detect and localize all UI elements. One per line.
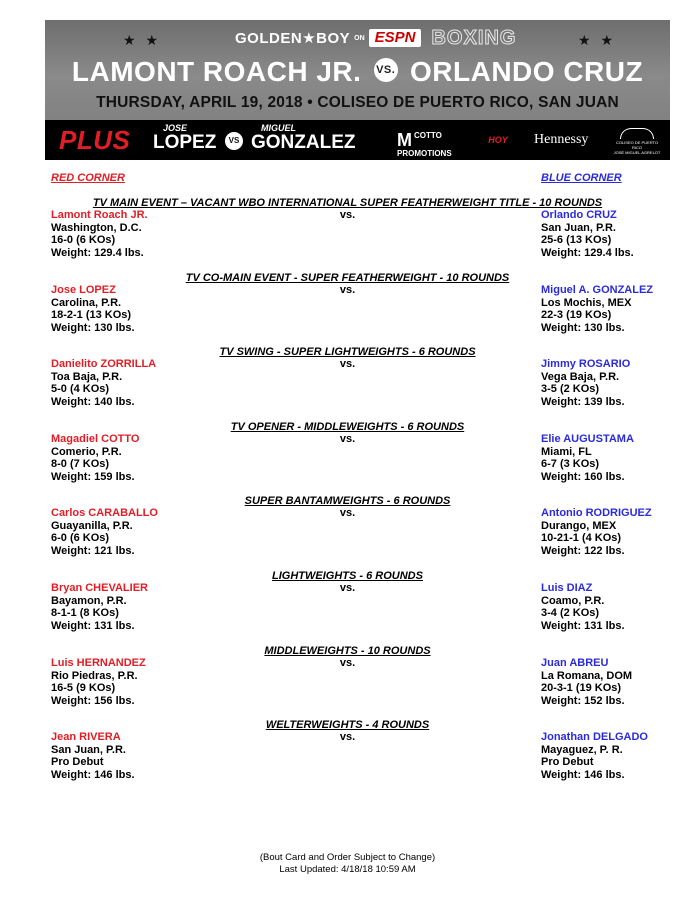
- fighter-record: 20-3-1 (19 KOs): [541, 682, 622, 694]
- fighter-weight: Weight: 139 lbs.: [541, 395, 625, 408]
- fighter-weight: Weight: 131 lbs.: [51, 619, 135, 632]
- vs-label: vs.: [339, 284, 356, 296]
- fighter-weight: Weight: 121 lbs.: [51, 544, 135, 557]
- fighter-hometown: Guayanilla, P.R.: [51, 519, 133, 532]
- fighter-weight: Weight: 130 lbs.: [51, 321, 135, 334]
- fighter-hometown: San Juan, P.R.: [541, 221, 616, 234]
- fighter-name: Jimmy ROSARIO: [541, 358, 631, 370]
- fighter-name: Carlos CARABALLO: [51, 507, 158, 519]
- undercard-vs-badge: VS: [225, 132, 243, 150]
- plus-label: PLUS: [59, 125, 131, 155]
- bout: [0, 570, 695, 640]
- fighter-name: Magadiel COTTO: [51, 433, 140, 445]
- undercard-fighter-lopez: [153, 124, 216, 152]
- bout-title: SUPER BANTAMWEIGHTS - 6 ROUNDS: [244, 495, 451, 507]
- undercard-last-name: GONZALEZ: [251, 132, 356, 153]
- bout: [0, 495, 695, 565]
- fighter-weight: Weight: 146 lbs.: [541, 768, 625, 781]
- cotto-text: COTTO: [414, 131, 442, 140]
- event-banner: [45, 20, 670, 160]
- fighter-record: Pro Debut: [541, 756, 594, 768]
- fighter-hometown: Los Mochis, MEX: [541, 296, 632, 309]
- fighter-hometown: Durango, MEX: [541, 519, 617, 532]
- fighter-name: Danielito ZORRILLA: [51, 358, 157, 370]
- blue-corner-fighter: [541, 209, 634, 259]
- fighter-weight: Weight: 156 lbs.: [51, 694, 135, 707]
- fighter-weight: Weight: 129.4 lbs.: [541, 246, 634, 259]
- bout: [0, 421, 695, 491]
- fighter-hometown: San Juan, P.R.: [51, 743, 126, 756]
- fighter-record: 6-7 (3 KOs): [541, 458, 600, 470]
- coliseo-logo: [613, 128, 661, 155]
- brand-on-text: ON: [354, 34, 365, 42]
- fighter-record: Pro Debut: [51, 756, 104, 768]
- fighter-name: Lamont Roach JR.: [51, 209, 148, 221]
- blue-corner-fighter: [541, 284, 653, 334]
- fighter-name: Elie AUGUSTAMA: [541, 433, 634, 445]
- fighter-hometown: Coamo, P.R.: [541, 594, 605, 607]
- bout-title: LIGHTWEIGHTS - 6 ROUNDS: [272, 570, 423, 582]
- promotions-text: PROMOTIONS: [397, 149, 452, 158]
- fighter-record: 3-5 (2 KOs): [541, 383, 600, 395]
- headline-fighter-right: ORLANDO CRUZ: [410, 56, 644, 87]
- star-icons-left: ★★: [123, 32, 169, 48]
- fighter-weight: Weight: 160 lbs.: [541, 470, 625, 483]
- vs-label: vs.: [339, 582, 356, 594]
- fighter-name: Luis HERNANDEZ: [51, 657, 146, 669]
- fighter-weight: Weight: 130 lbs.: [541, 321, 625, 334]
- fighter-name: Jonathan DELGADO: [541, 731, 648, 743]
- fighter-name: Antonio RODRIGUEZ: [541, 507, 652, 519]
- blue-corner-fighter: [541, 358, 630, 408]
- banner-sponsor-strip: [45, 120, 670, 160]
- fighter-record: 16-5 (9 KOs): [51, 682, 116, 694]
- fighter-record: 3-4 (2 KOs): [541, 607, 600, 619]
- fighter-weight: Weight: 122 lbs.: [541, 544, 625, 557]
- fighter-hometown: La Romana, DOM: [541, 669, 633, 682]
- fighter-weight: Weight: 159 lbs.: [51, 470, 135, 483]
- vs-label: vs.: [339, 358, 356, 370]
- fighter-record: 22-3 (19 KOs): [541, 309, 612, 321]
- blue-corner-fighter: [541, 582, 625, 632]
- bout: [0, 346, 695, 416]
- cotto-mark: M: [397, 130, 412, 150]
- fighter-record: 6-0 (6 KOs): [51, 532, 110, 544]
- boxing-logo: BOXING: [431, 26, 517, 49]
- footer-disclaimer: (Bout Card and Order Subject to Change): [259, 852, 436, 863]
- bout: [0, 197, 695, 267]
- fighter-record: 8-0 (7 KOs): [51, 458, 110, 470]
- fighter-name: Bryan CHEVALIER: [51, 582, 148, 594]
- vs-label: vs.: [339, 731, 356, 743]
- coliseo-dome-icon: [620, 128, 654, 139]
- fighter-weight: Weight: 129.4 lbs.: [51, 246, 144, 259]
- footer-last-updated: Last Updated: 4/18/18 10:59 AM: [279, 864, 416, 875]
- fighter-hometown: Vega Baja, P.R.: [541, 370, 620, 383]
- undercard-fighter-gonzalez: [251, 124, 356, 152]
- espn-logo: ESPN: [369, 29, 422, 47]
- fighter-hometown: Toa Baja, P.R.: [51, 370, 123, 383]
- cotto-promotions-logo: [397, 131, 452, 158]
- blue-corner-fighter: [541, 657, 632, 707]
- fighter-name: Juan ABREU: [541, 657, 609, 669]
- fighter-weight: Weight: 152 lbs.: [541, 694, 625, 707]
- vs-label: vs.: [339, 507, 356, 519]
- red-corner-header: RED CORNER: [51, 172, 125, 184]
- hoy-logo: HOY: [488, 135, 508, 145]
- bout-title: TV OPENER - MIDDLEWEIGHTS - 6 ROUNDS: [230, 421, 465, 433]
- fighter-hometown: Washington, D.C.: [51, 221, 142, 234]
- blue-corner-header: BLUE CORNER: [541, 172, 622, 184]
- coliseo-text: COLISEO DE PUERTO RICO: [615, 140, 659, 150]
- golden-boy-logo: GOLDEN★BOY: [235, 30, 351, 47]
- fighter-record: 10-21-1 (4 KOs): [541, 532, 622, 544]
- fighter-name: Miguel A. GONZALEZ: [541, 284, 654, 296]
- bout: [0, 272, 695, 342]
- fighter-weight: Weight: 131 lbs.: [541, 619, 625, 632]
- fighter-name: Jean RIVERA: [51, 731, 121, 743]
- undercard-first-name: MIGUEL: [261, 123, 296, 133]
- bout: [0, 645, 695, 715]
- footer: [0, 852, 695, 876]
- bout-title: TV SWING - SUPER LIGHTWEIGHTS - 6 ROUNDS: [219, 346, 476, 358]
- bout-title: MIDDLEWEIGHTS - 10 ROUNDS: [264, 645, 431, 657]
- fighter-hometown: Comerio, P.R.: [51, 445, 122, 458]
- undercard-first-name: JOSE: [163, 123, 188, 133]
- star-icons-right: ★★: [578, 32, 624, 48]
- fighter-record: 25-6 (13 KOs): [541, 234, 612, 246]
- vs-label: vs.: [339, 433, 356, 445]
- headline-fighter-left: LAMONT ROACH JR.: [71, 56, 362, 87]
- blue-corner-fighter: [541, 507, 652, 557]
- event-dateline: THURSDAY, APRIL 19, 2018 • COLISEO DE PUERTO RICO, SAN JUAN: [96, 94, 619, 111]
- undercard-last-name: LOPEZ: [153, 132, 217, 153]
- fighter-record: 18-2-1 (13 KOs): [51, 309, 132, 321]
- coliseo-subtext: JOSÉ MIGUEL AGRELOT: [613, 150, 661, 155]
- headline: [45, 56, 670, 88]
- fighter-hometown: Miami, FL: [541, 445, 592, 458]
- fighter-hometown: Carolina, P.R.: [51, 296, 122, 309]
- fighter-weight: Weight: 140 lbs.: [51, 395, 135, 408]
- vs-label: vs.: [339, 209, 356, 221]
- vs-label: vs.: [339, 657, 356, 669]
- broadcast-brand: [235, 26, 516, 50]
- fighter-name: Orlando CRUZ: [541, 209, 617, 221]
- fighter-hometown: Bayamon, P.R.: [51, 594, 127, 607]
- banner-top: [45, 20, 670, 128]
- fighter-record: 5-0 (4 KOs): [51, 383, 110, 395]
- fighter-hometown: Mayaguez, P. R.: [541, 743, 623, 756]
- fighter-name: Jose LOPEZ: [51, 284, 116, 296]
- fighter-hometown: Rio Piedras, P.R.: [51, 669, 138, 682]
- bout: [0, 719, 695, 789]
- blue-corner-fighter: [541, 433, 634, 483]
- fighter-record: 8-1-1 (8 KOs): [51, 607, 119, 619]
- bout-title: TV MAIN EVENT – VACANT WBO INTERNATIONAL SUPER FEATHERWEIGHT TITLE - 10 ROUNDS: [92, 197, 603, 209]
- hennessy-logo: Hennessy: [534, 132, 589, 147]
- fighter-record: 16-0 (6 KOs): [51, 234, 116, 246]
- bout-title: WELTERWEIGHTS - 4 ROUNDS: [265, 719, 430, 731]
- bout-title: TV CO-MAIN EVENT - SUPER FEATHERWEIGHT - 10 ROUNDS: [185, 272, 510, 284]
- fighter-weight: Weight: 146 lbs.: [51, 768, 135, 781]
- blue-corner-fighter: [541, 731, 648, 781]
- fighter-name: Luis DIAZ: [541, 582, 593, 594]
- headline-vs-badge: VS.: [374, 58, 398, 82]
